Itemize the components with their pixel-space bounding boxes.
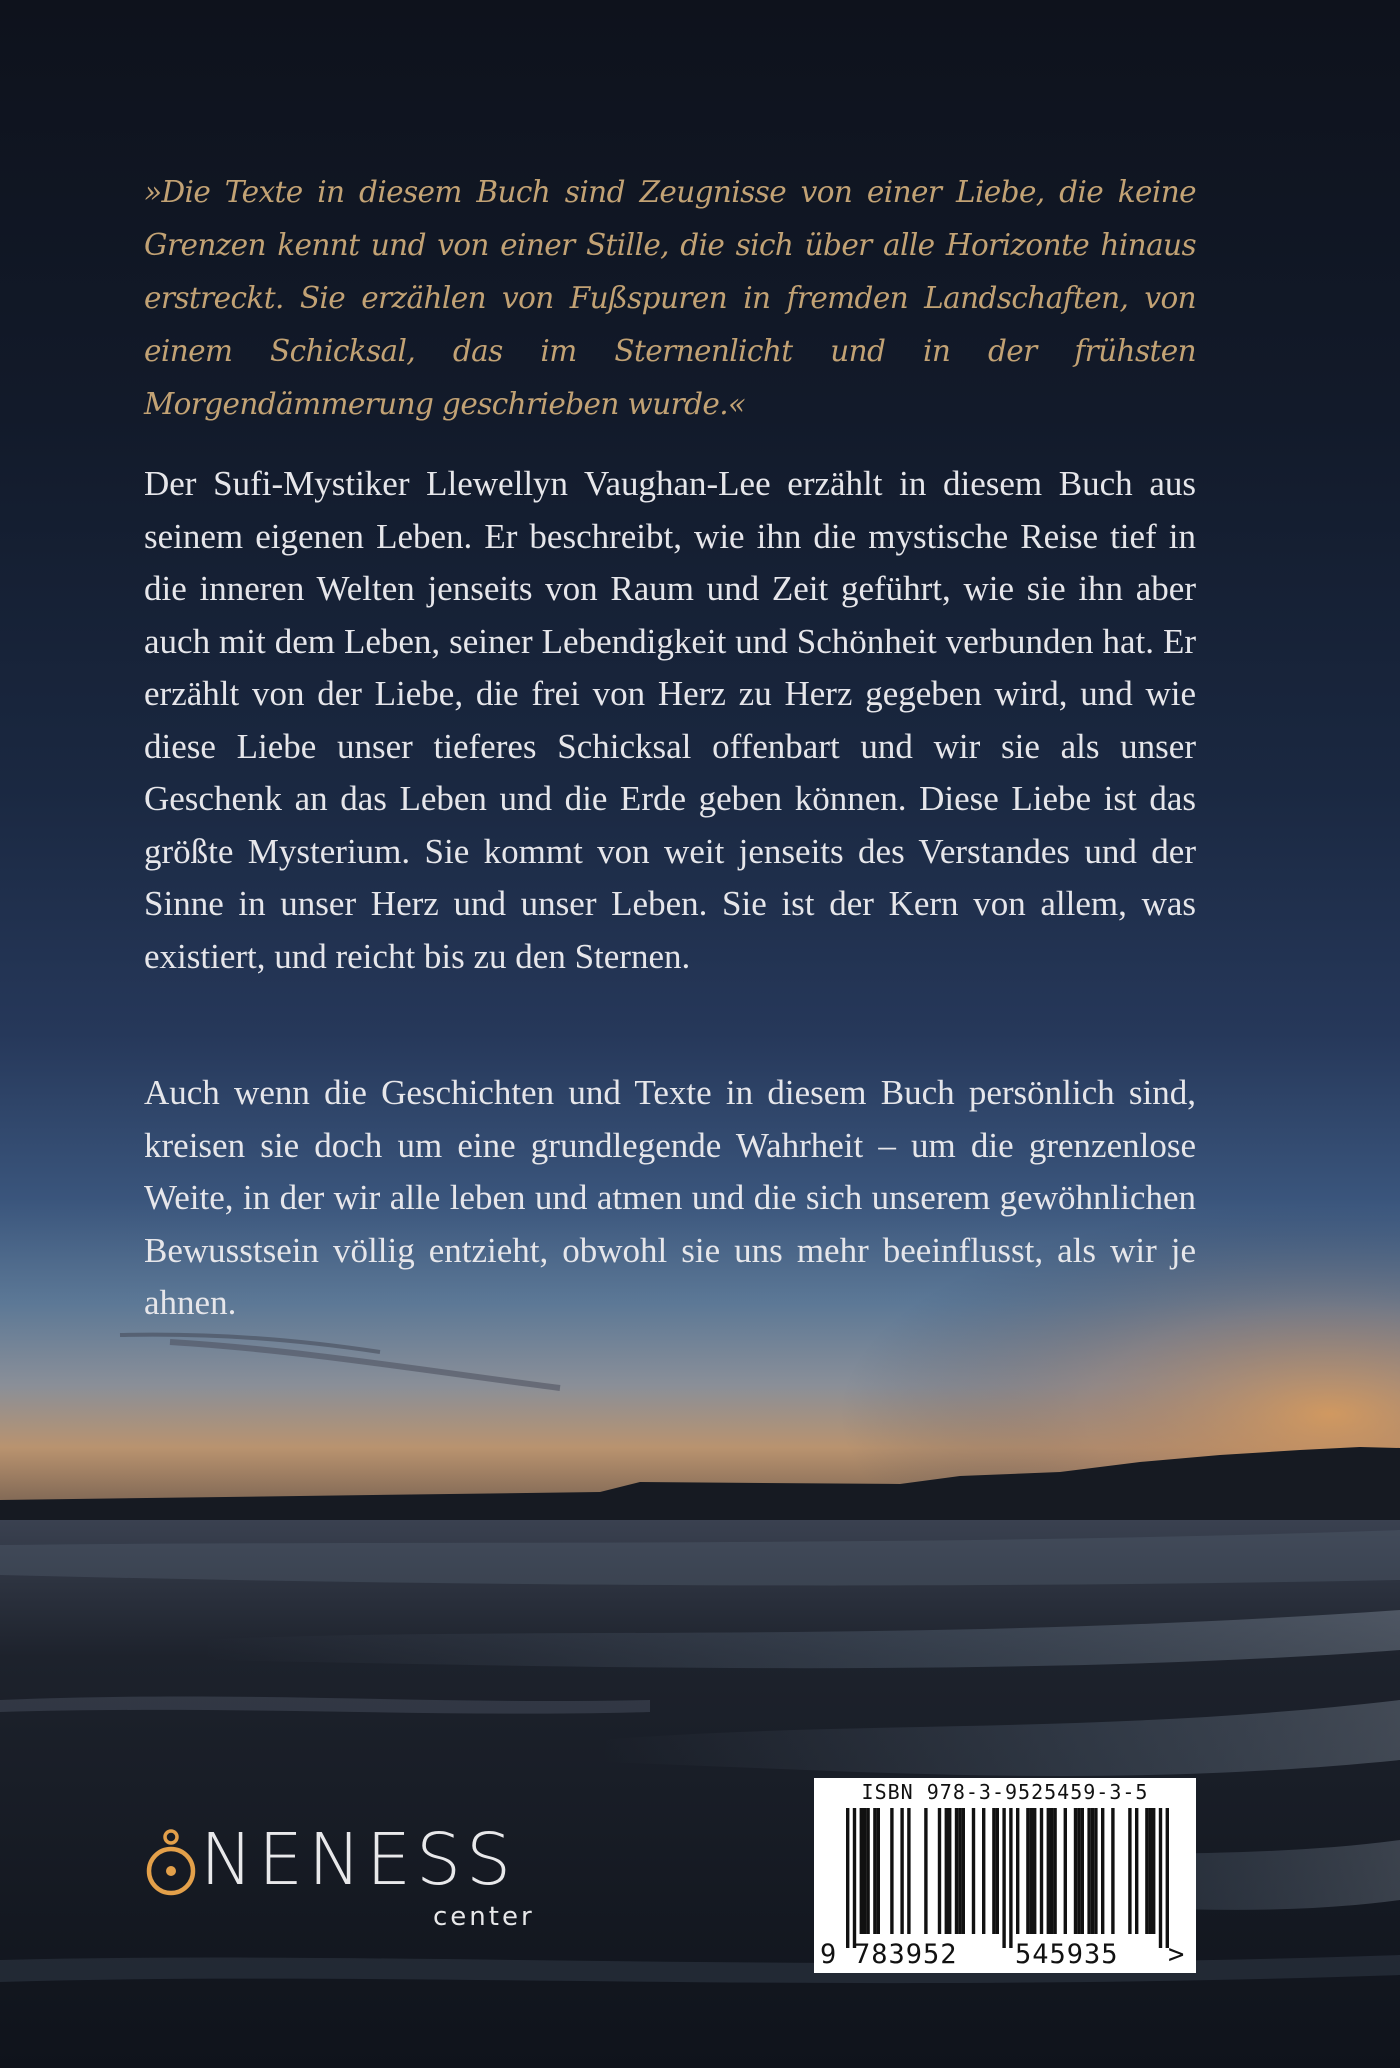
isbn-barcode [814, 1778, 1196, 1973]
logo-subtitle: center [433, 1902, 535, 1932]
barcode-bar [900, 1808, 903, 1934]
isbn-label: ISBN 978-3-9525459-3-5 [861, 1780, 1149, 1804]
barcode-bar [1128, 1808, 1131, 1934]
barcode-bar [1053, 1808, 1056, 1934]
barcode-bar [924, 1808, 927, 1934]
blurb-paragraph-2: Auch wenn die Geschichten und Texte in diesem Buch persönlich sind, kreisen sie doch um eine grundlegende Wahrheit – um die grenzenlose Weite, in der wir alle leben und atmen und die sich unserem gewöhnlichen Bewusstsein völlig entzieht, obwohl sie uns mehr beeinflusst, als wir je ahnen. [144, 1073, 1196, 1322]
barcode-bar [1016, 1808, 1019, 1934]
barcode-bar [1091, 1808, 1094, 1934]
ean-first-digit: 9 [820, 1939, 838, 1970]
barcode-bar [1159, 1808, 1162, 1948]
barcode-bar [992, 1808, 995, 1934]
barcode-bar [1166, 1808, 1169, 1948]
barcode-bar [1009, 1808, 1012, 1948]
barcode-bar [1047, 1808, 1050, 1934]
oneness-o-icon [144, 1820, 200, 1900]
barcode-bar [938, 1808, 941, 1934]
barcode-bar [873, 1808, 876, 1934]
logo-wordmark: NENESS [200, 1818, 517, 1901]
barcode-bar [1145, 1808, 1148, 1934]
barcode-bar [945, 1808, 948, 1934]
barcode-bar [860, 1808, 863, 1934]
publisher-logo [144, 1812, 564, 1932]
barcode-bar [996, 1808, 999, 1934]
barcode-bar [846, 1808, 849, 1948]
barcode-bar [1135, 1808, 1138, 1934]
barcode-bar [1094, 1808, 1097, 1934]
epigraph-quote: »Die Texte in diesem Buch sind Zeugnisse von einer Liebe, die keine Grenzen kennt und von einer Stille, die sich über alle Horizonte hinaus erstreckt. Sie erzählen von Fußspuren in fremden Landschaften, von einem Schicksal, das im Sternenlicht und in der frühsten Morgendämmerung geschrieben wurde.« [144, 175, 1196, 421]
barcode-bar [863, 1808, 866, 1934]
barcode-bar [866, 1808, 869, 1934]
barcode-bar [955, 1808, 958, 1934]
barcode-bar [948, 1808, 951, 1934]
barcode-bar [1050, 1808, 1053, 1934]
barcode-bar [982, 1808, 985, 1934]
barcode-bar [877, 1808, 880, 1934]
barcode-bar [890, 1808, 893, 1934]
barcode-bar [1040, 1808, 1043, 1934]
barcode-bar [1077, 1808, 1080, 1934]
barcode-bar [1087, 1808, 1090, 1934]
barcode-bar [1026, 1808, 1029, 1934]
barcode-bar [1064, 1808, 1067, 1934]
barcode-bar [1002, 1808, 1005, 1948]
barcode-bar [907, 1808, 910, 1934]
barcode-bar [1074, 1808, 1077, 1934]
barcode-bar [1033, 1808, 1036, 1934]
barcode-bar [1152, 1808, 1155, 1934]
barcode-bar [1081, 1808, 1084, 1934]
barcode-bar [1101, 1808, 1104, 1934]
blurb-paragraph-1: Der Sufi-Mystiker Llewellyn Vaughan-Lee erzählt in diesem Buch aus seinem eigenen Leben. Er beschreibt, wie ihn die mystische Reise tief in die inneren Welten jenseits von Raum und Zeit geführt, wie sie ihn aber auch mit dem Leben, seiner Lebendigkeit und Schönheit verbunden hat. Er erzählt von der Liebe, die frei von Herz zu Herz gegeben wird, und wie diese Liebe unser tieferes Schicksal offenbart und wir sie als unser Geschenk an das Leben und die Erde geben können. Diese Liebe ist das größte Mysterium. Sie kommt von weit jenseits des Verstandes und der Sinne in unser Herz und unser Leben. Sie ist der Kern von allem, was existiert, und reicht bis zu den Sternen. [144, 464, 1196, 976]
barcode-bar [1111, 1808, 1114, 1934]
barcode-bar [1149, 1808, 1152, 1934]
barcode-bar [962, 1808, 965, 1934]
barcode-bar [958, 1808, 961, 1934]
ean-quiet-mark: > [1168, 1939, 1186, 1970]
barcode-bar [853, 1808, 856, 1948]
barcode-bar [972, 1808, 975, 1934]
ean-left-group: 783952 [854, 1939, 958, 1970]
barcode-bar [1030, 1808, 1033, 1934]
barcode-bars [826, 1808, 1186, 1948]
ean-right-group: 545935 [1015, 1939, 1119, 1970]
